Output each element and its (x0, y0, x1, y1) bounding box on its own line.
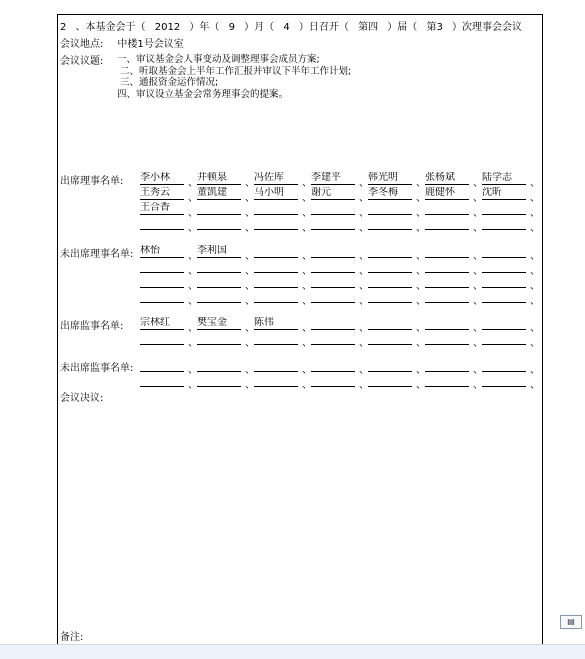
name-slot (482, 245, 526, 258)
name-slot (425, 202, 469, 215)
name-separator: 、 (359, 266, 369, 277)
name-slot (425, 359, 469, 372)
name-separator: 、 (302, 338, 312, 349)
name-separator: 、 (473, 281, 483, 292)
item-number: 2 (60, 22, 67, 33)
name-slot (482, 202, 526, 215)
meeting-header (60, 18, 528, 33)
name-slot: 李利国 (197, 245, 241, 258)
name-separator: 、 (188, 281, 198, 292)
name-slot: 李建平 (311, 172, 355, 185)
name-separator: 、 (302, 251, 312, 262)
name-slot (425, 332, 469, 345)
name-separator: 、 (245, 266, 255, 277)
name-separator: 、 (530, 338, 540, 349)
name-separator: 、 (188, 266, 198, 277)
name-slot (140, 275, 184, 288)
name-slot: 张杨斌 (425, 172, 469, 185)
name-slot (311, 275, 355, 288)
name-separator: 、 (530, 223, 540, 234)
name-slot (368, 260, 412, 273)
name-slot (368, 275, 412, 288)
name-slot (254, 374, 298, 387)
name-slot (140, 359, 184, 372)
name-slot: 董凯建 (197, 187, 241, 200)
name-slot (254, 290, 298, 303)
agenda-item: 二、听取基金会上半年工作汇报并审议下半年工作计划; (120, 65, 352, 77)
name-separator: 、 (416, 266, 426, 277)
name-separator: 、 (416, 178, 426, 189)
name-slot: 林怡 (140, 245, 184, 258)
name-separator: 、 (245, 208, 255, 219)
name-slot (197, 275, 241, 288)
name-slot: 樊宝金 (197, 317, 241, 330)
name-separator: 、 (302, 323, 312, 334)
name-slot (197, 260, 241, 273)
name-separator: 、 (188, 323, 198, 334)
name-slot (140, 374, 184, 387)
name-slot (482, 332, 526, 345)
name-separator: 、 (245, 380, 255, 391)
name-separator: 、 (473, 323, 483, 334)
name-slot: 马小明 (254, 187, 298, 200)
name-slot (254, 275, 298, 288)
name-slot (197, 217, 241, 230)
name-separator: 、 (359, 208, 369, 219)
name-separator: 、 (359, 223, 369, 234)
name-separator: 、 (245, 338, 255, 349)
name-slot (311, 245, 355, 258)
name-separator: 、 (530, 251, 540, 262)
name-separator: 、 (416, 223, 426, 234)
name-separator: 、 (473, 266, 483, 277)
name-slot (311, 317, 355, 330)
name-separator: 、 (359, 338, 369, 349)
name-slot (482, 275, 526, 288)
name-separator: 、 (473, 208, 483, 219)
venue-row (60, 35, 184, 50)
present-directors-label: 出席理事名单: (60, 176, 124, 187)
meeting-month: 9 (228, 22, 235, 33)
name-slot (311, 260, 355, 273)
name-separator: 、 (416, 193, 426, 204)
name-separator: 、 (188, 208, 198, 219)
name-slot (311, 332, 355, 345)
name-separator: 、 (188, 296, 198, 307)
name-slot: 王秀云 (140, 187, 184, 200)
name-slot: 宗林红 (140, 317, 184, 330)
agenda-item: 三、通报资金运作情况; (120, 77, 219, 88)
name-separator: 、 (473, 338, 483, 349)
name-slot (425, 217, 469, 230)
name-separator: 、 (188, 365, 198, 376)
name-separator: 、 (188, 380, 198, 391)
name-slot (140, 260, 184, 273)
name-slot (311, 202, 355, 215)
name-slot (368, 374, 412, 387)
name-slot (254, 202, 298, 215)
session-number: 第四 (358, 22, 379, 33)
name-separator: 、 (302, 266, 312, 277)
venue-label: 会议地点: (60, 39, 104, 50)
name-slot: 韩光明 (368, 172, 412, 185)
name-slot (254, 260, 298, 273)
name-separator: 、 (245, 365, 255, 376)
name-slot (368, 290, 412, 303)
name-separator: 、 (245, 223, 255, 234)
agenda-item: 四、审议设立基金会常务理事会的提案。 (117, 88, 289, 100)
name-slot (425, 245, 469, 258)
name-slot (140, 290, 184, 303)
name-separator: 、 (473, 251, 483, 262)
name-slot (368, 359, 412, 372)
name-separator: 、 (245, 193, 255, 204)
name-slot (311, 359, 355, 372)
name-separator: 、 (530, 281, 540, 292)
name-separator: 、 (416, 251, 426, 262)
name-separator: 、 (302, 296, 312, 307)
name-slot: 陆学志 (482, 172, 526, 185)
name-slot (311, 217, 355, 230)
status-bar (0, 644, 585, 659)
name-separator: 、 (188, 223, 198, 234)
name-slot (140, 332, 184, 345)
name-slot (311, 290, 355, 303)
name-separator: 、 (359, 323, 369, 334)
name-separator: 、 (359, 178, 369, 189)
name-separator: 、 (188, 178, 198, 189)
name-separator: 、 (302, 365, 312, 376)
name-slot (197, 202, 241, 215)
name-slot (140, 217, 184, 230)
agenda-label: 会议议题: (60, 56, 104, 67)
page-layout-icon[interactable]: ▤ (560, 615, 582, 629)
name-slot (482, 290, 526, 303)
name-slot (482, 374, 526, 387)
name-slot: 谢元 (311, 187, 355, 200)
name-separator: 、 (530, 380, 540, 391)
name-separator: 、 (473, 365, 483, 376)
name-slot: 冯佐库 (254, 172, 298, 185)
name-slot: 王合香 (140, 202, 184, 215)
name-separator: 、 (245, 251, 255, 262)
name-slot: 鹿健怀 (425, 187, 469, 200)
name-separator: 、 (530, 178, 540, 189)
name-separator: 、 (245, 281, 255, 292)
name-slot (482, 317, 526, 330)
name-separator: 、 (530, 323, 540, 334)
name-slot (425, 374, 469, 387)
agenda-item: 一、审议基金会人事变动及调整理事会成员方案; (117, 54, 320, 65)
name-slot: 陈伟 (254, 317, 298, 330)
name-separator: 、 (416, 296, 426, 307)
agenda-list (117, 54, 351, 100)
name-separator: 、 (302, 208, 312, 219)
name-slot (254, 217, 298, 230)
header-text-5: ）届（ (387, 22, 418, 33)
name-separator: 、 (188, 251, 198, 262)
name-slot (425, 260, 469, 273)
header-text-3: ）月（ (244, 22, 275, 33)
name-separator: 、 (245, 178, 255, 189)
meeting-year: 2012 (154, 22, 181, 33)
name-slot (368, 202, 412, 215)
header-text-2: ）年（ (189, 22, 220, 33)
name-slot: 李小林 (140, 172, 184, 185)
name-separator: 、 (188, 193, 198, 204)
name-separator: 、 (530, 266, 540, 277)
name-separator: 、 (359, 380, 369, 391)
name-separator: 、 (473, 223, 483, 234)
name-slot (368, 332, 412, 345)
document-page (57, 14, 543, 644)
name-slot (482, 359, 526, 372)
name-slot (254, 245, 298, 258)
name-separator: 、 (302, 380, 312, 391)
name-slot (254, 359, 298, 372)
name-separator: 、 (359, 365, 369, 376)
name-slot: 井顿泉 (197, 172, 241, 185)
name-separator: 、 (530, 365, 540, 376)
absent-supervisors-label: 未出席监事名单: (60, 363, 134, 374)
name-separator: 、 (302, 178, 312, 189)
name-slot: 沈昕 (482, 187, 526, 200)
name-slot (197, 290, 241, 303)
name-slot (368, 317, 412, 330)
present-supervisors-label: 出席监事名单: (60, 321, 124, 332)
name-slot (425, 275, 469, 288)
header-text-6: ）次理事会会议 (452, 22, 523, 33)
meeting-day: 4 (283, 22, 290, 33)
name-separator: 、 (359, 193, 369, 204)
name-slot (197, 374, 241, 387)
name-slot (197, 332, 241, 345)
name-separator: 、 (473, 296, 483, 307)
name-separator: 、 (416, 281, 426, 292)
name-separator: 、 (245, 296, 255, 307)
header-text-1: 、本基金会于（ (75, 22, 146, 33)
name-slot (425, 290, 469, 303)
name-slot (254, 332, 298, 345)
name-slot: 李冬梅 (368, 187, 412, 200)
name-separator: 、 (530, 193, 540, 204)
name-separator: 、 (359, 281, 369, 292)
name-separator: 、 (302, 193, 312, 204)
name-separator: 、 (416, 338, 426, 349)
name-separator: 、 (416, 380, 426, 391)
name-separator: 、 (302, 281, 312, 292)
name-separator: 、 (416, 208, 426, 219)
name-separator: 、 (359, 296, 369, 307)
name-separator: 、 (302, 223, 312, 234)
name-slot (368, 245, 412, 258)
meeting-number: 第3 (426, 22, 443, 33)
name-separator: 、 (188, 338, 198, 349)
name-separator: 、 (416, 323, 426, 334)
name-separator: 、 (473, 178, 483, 189)
name-separator: 、 (473, 193, 483, 204)
name-slot (197, 359, 241, 372)
name-slot (311, 374, 355, 387)
remarks-label: 备注: (60, 632, 84, 643)
name-slot (368, 217, 412, 230)
name-separator: 、 (530, 296, 540, 307)
name-separator: 、 (245, 323, 255, 334)
name-separator: 、 (530, 208, 540, 219)
resolution-label: 会议决议: (60, 393, 104, 404)
header-text-4: ）日召开（ (298, 22, 349, 33)
venue-value: 中楼1号会议室 (117, 39, 184, 50)
name-slot (482, 260, 526, 273)
name-slot (425, 317, 469, 330)
name-slot (482, 217, 526, 230)
name-separator: 、 (473, 380, 483, 391)
name-separator: 、 (416, 365, 426, 376)
absent-directors-label: 未出席理事名单: (60, 249, 134, 260)
name-separator: 、 (359, 251, 369, 262)
